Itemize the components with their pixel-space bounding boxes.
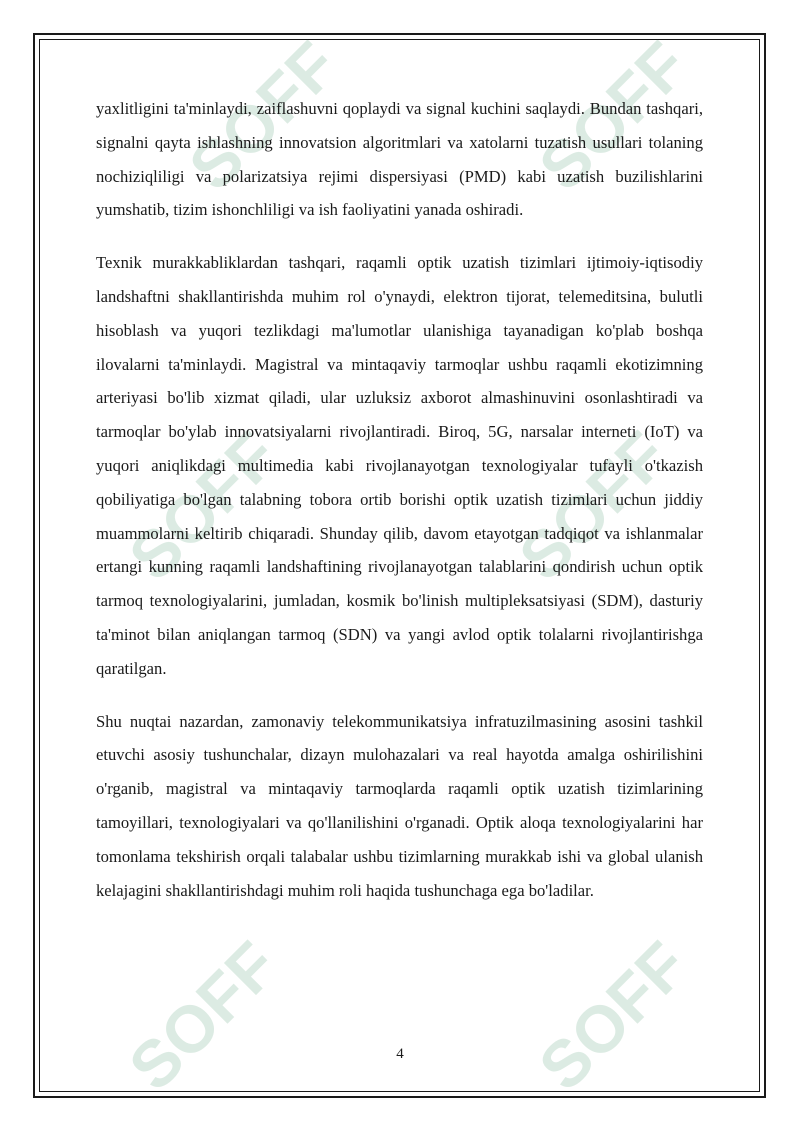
document-body	[96, 92, 703, 926]
page-number: 4	[396, 1046, 404, 1062]
svg-text:SOFF: SOFF	[504, 417, 682, 595]
svg-text:SOFF: SOFF	[524, 927, 702, 1105]
svg-text:SOFF: SOFF	[524, 27, 702, 205]
svg-text:SOFF: SOFF	[174, 27, 352, 205]
paragraph: Texnik murakkabliklardan tashqari, raqamli optik uzatish tizimlari ijtimoiy-iqtisodiy landshaftni shakllantirishda muhim rol o'ynaydi, elektron tijorat, telemeditsina, bulutli hisoblash va yuqori tezlikdagi ma'lumotlar ulanishiga tayanadigan ko'plab boshqa ilovalarni ta'minlaydi. Magistral va mintaqaviy tarmoqlar ushbu raqamli ekotizimning arteriyasi bo'lib xizmat qiladi, ular uzluksiz axborot almashinuvini osonlashtiradi va tarmoqlar bo'ylab innovatsiyalarni rivojlantiradi. Biroq, 5G, narsalar interneti (IoT) va yuqori aniqlikdagi multimedia kabi rivojlanayotgan texnologiyalar tufayli o'tkazish qobiliyatiga bo'lgan talabning tobora ortib borishi optik uzatish tizimlari uchun jiddiy muammolarni keltirib chiqaradi. Shunday qilib, davom etayotgan tadqiqot va ishlanmalar ertangi kunning raqamli landshaftining rivojlanayotgan talablarini qondirish uchun optik tarmoq texnologiyalarini, jumladan, kosmik bo'linish multipleksatsiyasi (SDM), dasturiy ta'minot bilan aniqlangan tarmoq (SDN) va yangi avlod optik tolalarni rivojlantirishga qaratilgan.	[96, 253, 703, 678]
paragraph: Shu nuqtai nazardan, zamonaviy telekommunikatsiya infratuzilmasining asosini tashkil etuvchi asosiy tushunchalar, dizayn mulohazalari va real hayotda amalga oshirilishini o'rganib, magistral va mintaqaviy tarmoqlarda raqamli optik uzatish tizimlarining tamoyillari, texnologiyalari va qo'llanilishini o'rganadi. Optik aloqa texnologiyalarini har tomonlama tekshirish orqali talabalar ushbu tizimlarning murakkab ishi va global ulanish kelajagini shakllantirishdagi muhim roli haqida tushunchaga ega bo'ladilar.	[96, 711, 703, 900]
svg-text:SOFF: SOFF	[114, 417, 292, 595]
paragraph: yaxlitligini ta'minlaydi, zaiflashuvni qoplaydi va signal kuchini saqlaydi. Bundan tashqari, signalni qayta ishlashning innovatsion algoritmlari va xatolarni tuzatish usullari tolaning nochiziqliligi va polarizatsiya rejimi dispersiyasi (PMD) kabi uzatish buzilishlarini yumshatib, tizim ishonchliligi va ish faoliyatini yanada oshiradi.	[96, 99, 703, 220]
svg-text:SOFF: SOFF	[114, 927, 292, 1105]
